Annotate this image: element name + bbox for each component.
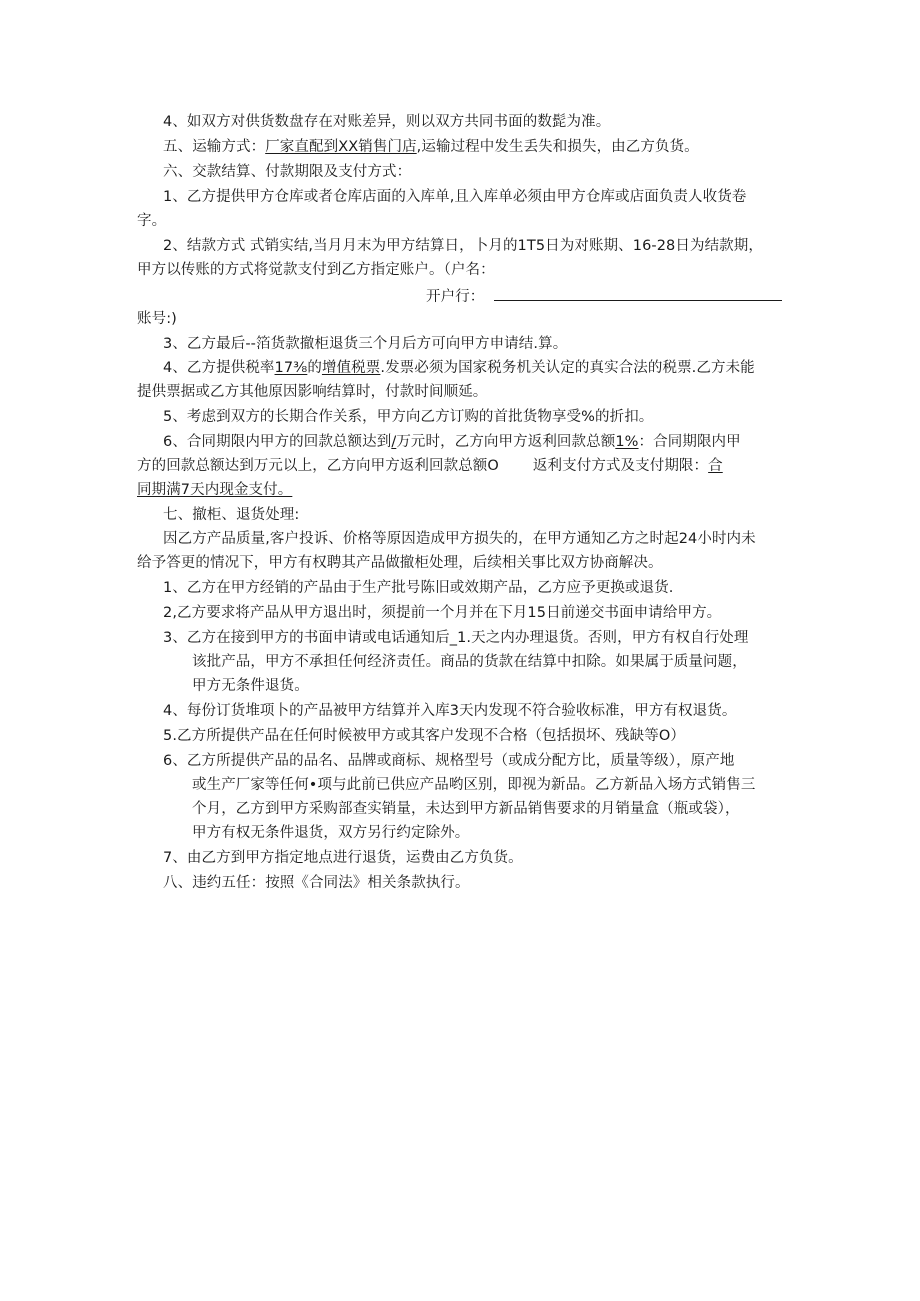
rebate-percent: 1%: [615, 434, 639, 450]
tax-text-a: 4、乙方提供税率: [163, 360, 275, 376]
rebate-text-e: ：合同期限内甲: [638, 434, 741, 450]
settlement-item-2-cont: 甲方以传账的方式将觉款支付到乙方指定账户。（户名：: [137, 262, 495, 278]
rebate-cont-b: 返利支付方式及支付期限：: [532, 458, 709, 474]
return-item-3-cont: 该批产品，甲方不承担任何经济责任。商品的货款在结算中扣除。如果属于质量问题，: [192, 654, 747, 670]
transport-rest: ,运输过程中发生丢失和损失，由乙方负货。: [416, 139, 699, 155]
settlement-item-6: [163, 433, 741, 451]
rebate-amount-blank: /: [391, 434, 397, 450]
section-8-heading: 八、违约五任：按照《合同法》相关条款执行。: [163, 875, 470, 891]
settlement-item-1-cont: 字。: [137, 213, 167, 229]
transport-label: 五、运输方式：: [163, 139, 266, 155]
settlement-item-6-cont2: 同期满7天内现金支付。: [137, 482, 293, 498]
tax-text-e: .发票必须为国家税务机关认定的真实合法的税票.乙方未能: [380, 360, 755, 376]
settlement-item-4-cont: 提供票据或乙方其他原因影响结算时，付款时间顺延。: [137, 384, 488, 400]
return-item-3: 3、乙方在接到甲方的书面申请或电话通知后_1.天之内办理退货。否则，甲方有权自行处理: [163, 630, 749, 646]
return-item-1: 1、乙方在甲方经销的产品由于生产批号陈旧或效期产品，乙方应予更换或退货.: [163, 580, 674, 596]
return-item-7: 7、由乙方到甲方指定地点进行退货，运费由乙方负货。: [163, 850, 523, 866]
clause-5-transport: [163, 138, 699, 156]
bank-blank: [494, 286, 782, 301]
section-6-heading: 六、交款结算、付款期限及支付方式：: [163, 164, 412, 180]
tax-text-c: 的: [307, 360, 322, 376]
settlement-item-5: 5、考虑到双方的长期合作关系，甲方向乙方订购的首批货物享受%的折扣。: [163, 409, 654, 425]
settlement-item-6-cont: [137, 457, 723, 475]
transport-method: 厂家直配到XX销售门店: [265, 139, 417, 155]
bank-label: 开户行：: [426, 289, 485, 305]
return-item-6-cont: 或生产厂家等任何•项与此前已供应产品哟区别，即视为新品。乙方新品入场方式销售三: [192, 777, 756, 793]
tax-invoice-type: 增值税票: [321, 360, 381, 376]
rebate-text-c: 万元时，乙方向甲方返利回款总额: [396, 434, 616, 450]
return-item-2: 2,乙方要求将产品从甲方退出时，须提前一个月并在下月15日前递交书面申请给甲方。: [163, 605, 722, 621]
rebate-cont-a: 方的回款总额达到万元以上，乙方向甲方返利回款总额O: [137, 458, 499, 474]
rebate-cont-c: 合: [708, 458, 723, 474]
withdrawal-intro: 因乙方产品质量,客户投诉、价格等原因造成甲方损失的，在甲方通知乙方之时起24小时内未: [163, 531, 756, 547]
settlement-item-1: 1、乙方提供甲方仓库或者仓库店面的入库单,且入库单必须由甲方仓库或店面负责人收货卷: [163, 189, 747, 205]
return-item-4: 4、每份订货堆项卜的产品被甲方结算并入库3天内发现不符合验收标准，甲方有权退货。: [163, 703, 737, 719]
return-item-6-cont3: 甲方有权无条件退货，双方另行约定除外。: [192, 825, 470, 841]
account-line: 账号:): [137, 311, 177, 327]
return-item-3-cont2: 甲方无条件退货。: [192, 678, 309, 694]
settlement-item-2: 2、结款方式 式销实结,当月月末为甲方结算日，卜月的1T5日为对账期、16-28日为结款期，: [163, 238, 763, 254]
return-item-6-cont2: 个月，乙方到甲方采购部查实销量，未达到甲方新品销售要求的月销量盒（瓶或袋），: [192, 801, 740, 817]
withdrawal-intro-cont: 给予答更的情况下，甲方有权聘其产品做撤柜处理，后续相关事比双方协商解决。: [137, 555, 663, 571]
tax-rate: 17⅜: [274, 360, 308, 376]
settlement-item-4: [163, 359, 755, 377]
rebate-text-a: 6、合同期限内甲方的回款总额达到: [163, 434, 392, 450]
settlement-item-3: 3、乙方最后--箔货款撤柜退货三个月后方可向甲方申请结.算。: [163, 336, 568, 352]
return-item-5: 5.乙方所提供产品在任何时候被甲方或其客户发现不合格（包括损坏、残缺等O）: [163, 728, 685, 744]
section-7-heading: 七、撤柜、退货处理:: [163, 507, 300, 523]
return-item-6: 6、乙方所提供产品的品名、品牌或商标、规格型号（或成分配方比，质量等级），原产地: [163, 753, 735, 769]
bank-line: [426, 286, 782, 306]
clause-4-reconciliation: 4、如双方对供货数盘存在对账差异，则以双方共同书面的数髭为准。: [163, 114, 611, 130]
